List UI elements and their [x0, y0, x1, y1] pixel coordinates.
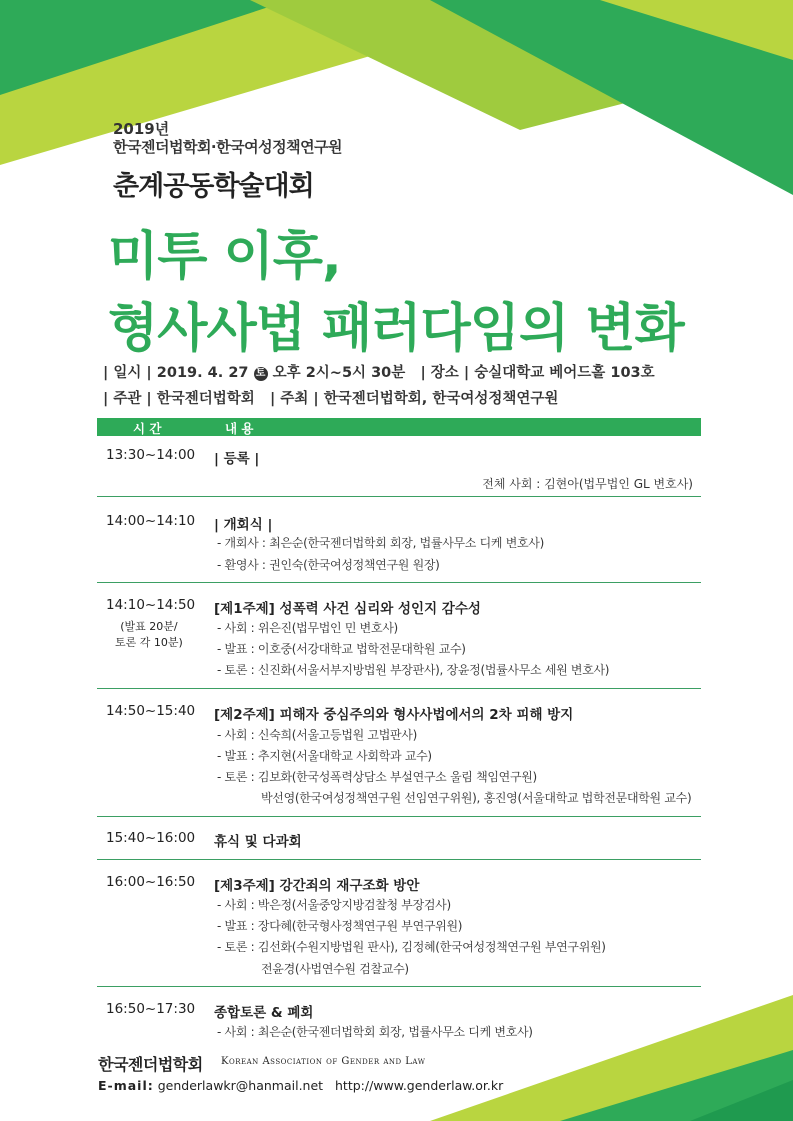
schedule-row-opening [97, 497, 701, 583]
overall-moderator: 전체 사회 : 김현아(법무법인 GL 변호사) [482, 477, 693, 491]
email-label: E-mail: [98, 1078, 154, 1093]
time-value: 오후 2시~5시 30분 [272, 365, 406, 381]
row-detail: - 토론 : 김보화(한국성폭력상담소 부설연구소 울림 책임연구원) [217, 770, 537, 784]
row-topic: 휴식 및 다과회 [214, 834, 302, 850]
website-link[interactable]: http://www.genderlaw.or.kr [335, 1078, 504, 1093]
row-detail: - 발표 : 장다혜(한국형사정책연구원 부연구위원) [217, 919, 463, 933]
row-time: 14:00~14:10 [106, 513, 196, 529]
venue-label: | 장소 | [420, 365, 470, 381]
host-value: 한국젠더법학회 [156, 391, 255, 407]
date-label: | 일시 | [103, 365, 152, 381]
weekday-badge: 토 [254, 367, 268, 381]
row-topic: [제1주제] 성폭력 사건 심리와 성인지 감수성 [214, 601, 481, 617]
row-detail: - 사회 : 최은순(한국젠더법학회 회장, 법률사무소 디케 변호사) [217, 1025, 533, 1039]
header [113, 120, 342, 203]
date-value: 2019. 4. 27 [156, 365, 249, 381]
event-name: 춘계공동학술대회 [113, 171, 314, 202]
row-topic: 종합토론 & 폐회 [214, 1005, 314, 1021]
row-time: 14:50~15:40 [106, 703, 196, 719]
row-detail: - 발표 : 이호중(서강대학교 법학전문대학원 교수) [217, 642, 466, 656]
row-detail: - 토론 : 김선화(수원지방법원 판사), 김정혜(한국여성정책연구원 부연구위원) [217, 940, 606, 954]
main-title-line2: 형사사법 패러다임의 변화 [108, 299, 684, 359]
row-detail: - 사회 : 박은정(서울중앙지방검찰청 부장검사) [217, 898, 451, 912]
row-time: 13:30~14:00 [106, 447, 196, 463]
header-time: 시 간 [133, 421, 162, 436]
header-content: 내 용 [225, 421, 254, 436]
host-label: | 주관 | [103, 391, 152, 407]
row-time: 16:00~16:50 [106, 874, 196, 890]
email-link[interactable]: genderlawkr@hanmail.net [157, 1078, 324, 1093]
time-note-line2: 토론 각 10분) [115, 636, 183, 649]
row-topic: [제2주제] 피해자 중심주의와 형사사법에서의 2차 피해 방지 [214, 707, 574, 723]
schedule-row-registration [97, 437, 701, 497]
info-date-venue [103, 361, 655, 382]
main-title-line1: 미투 이후, [108, 227, 341, 287]
row-detail: 전윤경(사법연수원 검찰교수) [261, 962, 409, 976]
row-time: 15:40~16:00 [106, 830, 196, 846]
organizer-value: 한국젠더법학회, 한국여성정책연구원 [323, 391, 559, 407]
row-time: 16:50~17:30 [106, 1001, 196, 1017]
row-topic: | 등록 | [214, 451, 260, 467]
organizer-label: | 주최 | [269, 391, 319, 407]
row-time: 14:10~14:50 [106, 597, 196, 613]
schedule-table-header [97, 418, 701, 436]
time-note-line1: (발표 20분/ [120, 620, 178, 633]
venue-value: 숭실대학교 베어드홀 103호 [474, 365, 655, 381]
schedule-row-topic3 [97, 860, 701, 987]
footer-contact [98, 1078, 503, 1093]
info-host-organizer [103, 387, 558, 408]
row-topic: | 개회식 | [214, 517, 273, 533]
row-detail: - 발표 : 추지현(서울대학교 사회학과 교수) [217, 749, 432, 763]
event-year: 2019년 [113, 120, 170, 138]
row-detail: 박선영(한국여성정책연구원 선임연구위원), 홍진영(서울대학교 법학전문대학원 교수) [261, 791, 692, 805]
footer-org-name: 한국젠더법학회 [98, 1055, 203, 1074]
schedule-row-closing [97, 987, 701, 1039]
row-detail: - 환영사 : 권인숙(한국여성정책연구원 원장) [217, 558, 440, 572]
schedule-row-break [97, 817, 701, 860]
row-topic: [제3주제] 강간죄의 재구조화 방안 [214, 878, 420, 894]
schedule-row-topic1 [97, 583, 701, 689]
row-detail: - 토론 : 신진화(서울서부지방법원 부장판사), 장윤정(법률사무소 세원 변호사) [217, 663, 610, 677]
row-time-note [115, 619, 183, 651]
row-detail: - 개회사 : 최은순(한국젠더법학회 회장, 법률사무소 디케 변호사) [217, 536, 544, 550]
schedule-row-topic2 [97, 689, 701, 817]
organizers-line: 한국젠더법학회·한국여성정책연구원 [113, 138, 343, 156]
footer-org-english: Korean Association of Gender and Law [221, 1056, 426, 1067]
row-detail: - 사회 : 신숙희(서울고등법원 고법판사) [217, 728, 417, 742]
row-detail: - 사회 : 위은진(법무법인 민 변호사) [217, 621, 398, 635]
